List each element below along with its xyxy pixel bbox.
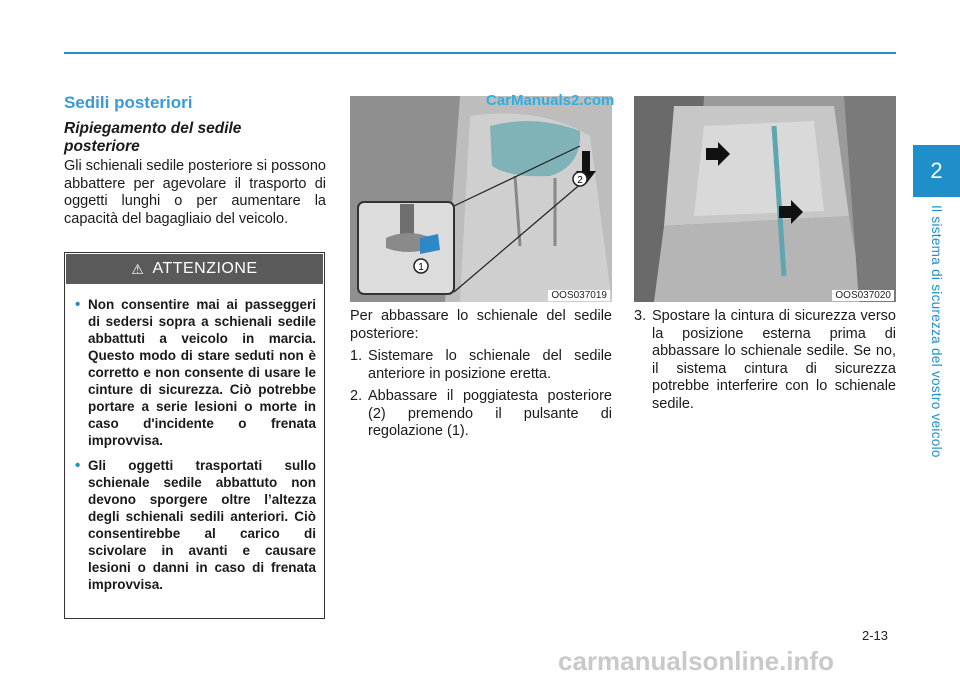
step-number: 1. — [350, 348, 363, 364]
footer-watermark[interactable]: carmanualsonline.info — [558, 646, 834, 676]
warning-list — [75, 296, 316, 593]
top-watermark[interactable]: CarManuals2.com — [486, 92, 615, 109]
step-item — [350, 348, 612, 383]
seat-headrest-illustration — [350, 96, 612, 302]
step-text: Abbassare il poggiatesta posteriore (2) premendo il pulsante di regolazione (1). — [368, 388, 612, 439]
intro-paragraph: Gli schienali sedile posteriore si possono abbattere per agevolare il trasporto di oggetti lunghi o per aumentare la capacità del bagagliaio del veicolo. — [64, 158, 326, 227]
chapter-title: Il sistema di sicurezza del vostro veicolo — [929, 205, 944, 458]
step-number: 3. — [634, 308, 647, 324]
page-number: 2-13 — [862, 628, 889, 643]
warning-title: ATTENZIONE — [152, 260, 258, 277]
figure-seatbelt — [634, 96, 896, 302]
step-number: 2. — [350, 388, 363, 404]
step-text: Sistemare lo schienale del sedile anteriore in posizione eretta. — [368, 348, 612, 382]
warning-triangle-icon: ⚠ — [131, 260, 145, 277]
figure-code: OOS037020 — [832, 290, 894, 301]
instructions-column-1 — [350, 308, 612, 446]
header-rule — [64, 52, 896, 54]
step-item — [634, 308, 896, 413]
warning-box — [64, 252, 325, 619]
step-text: Spostare la cintura di sicurezza verso la posizione esterna prima di abbassare lo schienale sedile. Se no, il sistema cintura di sicurezza potrebbe interferire con lo schienale sedile. — [652, 308, 896, 412]
rear-seat-illustration — [634, 96, 896, 302]
callout-1: 1 — [418, 262, 424, 273]
warning-item: • Non consentire mai ai passeggeri di sedersi sopra a schienali sedile abbattuti a veicolo in marcia. Questo modo di stare seduti non è corretto e non consente di usare le cinture di sicurezza. Ciò potrebbe portare a serie lesioni o morte in caso d'incidente o frenata improvvisa. — [75, 296, 316, 449]
instructions-column-2 — [634, 308, 896, 418]
chapter-tab[interactable] — [913, 145, 960, 197]
warning-item: • Gli oggetti trasportati sullo schienale sedile abbattuto non devono sporgere oltre l’altezza degli schienali sedili anteriori. Ciò consentirebbe al carico di scivolare in avanti e causare lesioni o danni in caso di frenata improvvisa. — [75, 457, 316, 593]
steps-list-1 — [350, 348, 612, 441]
steps-list-2 — [634, 308, 896, 413]
warning-header — [66, 254, 323, 284]
figure-code: OOS037019 — [548, 290, 610, 301]
section-subtitle: Ripiegamento del sedile posteriore — [64, 120, 242, 155]
instructions-lead: Per abbassare lo schienale del sedile posteriore: — [350, 308, 612, 342]
step-item — [350, 388, 612, 441]
callout-2: 2 — [577, 175, 583, 186]
figure-headrest — [350, 96, 612, 302]
section-title: Sedili posteriori — [64, 93, 193, 112]
chapter-number: 2 — [930, 158, 943, 183]
